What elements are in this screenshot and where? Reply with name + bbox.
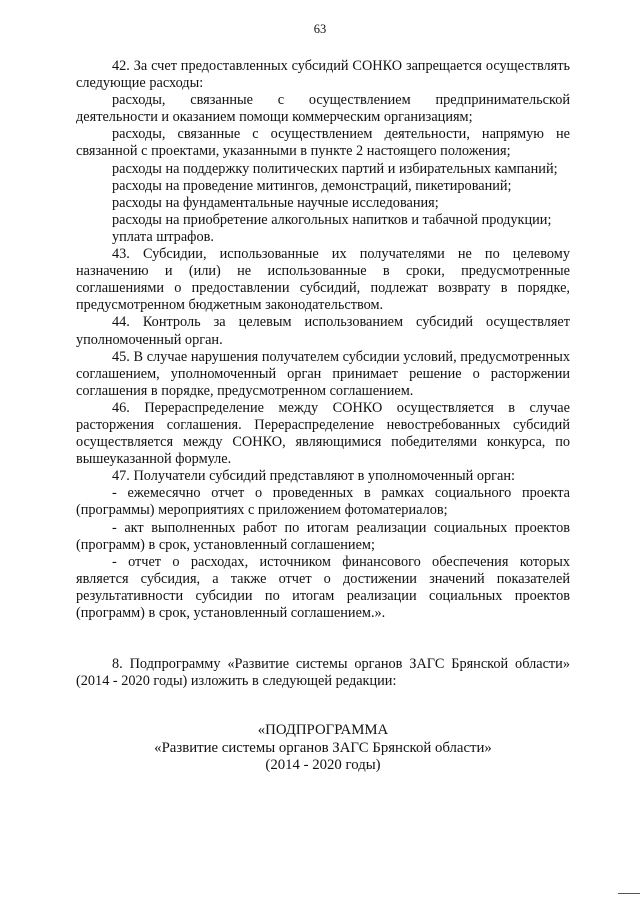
heading-line: (2014 - 2020 годы) [265, 757, 381, 774]
paragraph-43: 43. Субсидии, использованные их получателями не по целевому назначению и (или) не использованные в сроки, предусмотренные соглашениями о предоставлении субсидий, подлежат возврату в порядке, предусмотренном бюджетным законодательством. [76, 246, 570, 314]
paragraph-44: 44. Контроль за целевым использованием субсидий осуществляет уполномоченный орган. [76, 314, 570, 348]
list-item: расходы на проведение митингов, демонстраций, пикетирований; [112, 177, 512, 194]
list-item: расходы на фундаментальные научные исследования; [112, 194, 439, 211]
paragraph-42: 42. За счет предоставленных субсидий СОНКО запрещается осуществлять следующие расходы: [76, 58, 570, 92]
list-item: расходы на поддержку политических партий и избирательных кампаний; [112, 160, 558, 177]
subprogram-heading [76, 722, 570, 775]
list-item: уплата штрафов. [112, 228, 214, 245]
list-item: расходы, связанные с осуществлением предпринимательской деятельности и оказанием помощи коммерческим организациям; [76, 92, 570, 126]
paragraph-8: 8. Подпрограмму «Развитие системы органов ЗАГС Брянской области» (2014 - 2020 годы) изложить в следующей редакции: [76, 656, 570, 690]
list-item: расходы, связанные с осуществлением деятельности, напрямую не связанной с проектами, указанными в пункте 2 настоящего положения; [76, 126, 570, 160]
list-item: - ежемесячно отчет о проведенных в рамках социального проекта (программы) мероприятиях с приложением фотоматериалов; [76, 485, 570, 519]
paragraph-45: 45. В случае нарушения получателем субсидии условий, предусмотренных соглашением, уполномоченный орган принимает решение о расторжении соглашения в порядке, предусмотренном соглашением. [76, 348, 570, 399]
paragraph-46: 46. Перераспределение между СОНКО осуществляется в случае расторжения соглашения. Перераспределение невостребованных субсидий осуществляется между СОНКО, являющимися победителями конкурса, по вышеуказанной формуле. [76, 399, 570, 468]
paragraph-47: 47. Получатели субсидий представляют в уполномоченный орган: [112, 468, 515, 485]
list-item: - отчет о расходах, источником финансового обеспечения которых является субсидия, а также отчет о достижении значений показателей результативности субсидии по итогам реализации социальных проектов (программ) в срок, установленный соглашением.». [76, 553, 570, 621]
heading-line: «ПОДПРОГРАММА [257, 722, 389, 739]
document-body [76, 58, 570, 775]
corner-rule [618, 893, 640, 894]
page-number: 63 [313, 22, 327, 36]
list-item: - акт выполненных работ по итогам реализации социальных проектов (программ) в срок, установленный соглашением; [76, 519, 570, 553]
heading-line: «Развитие системы органов ЗАГС Брянской области» [154, 739, 492, 756]
list-item: расходы на приобретение алкогольных напитков и табачной продукции; [112, 211, 552, 228]
